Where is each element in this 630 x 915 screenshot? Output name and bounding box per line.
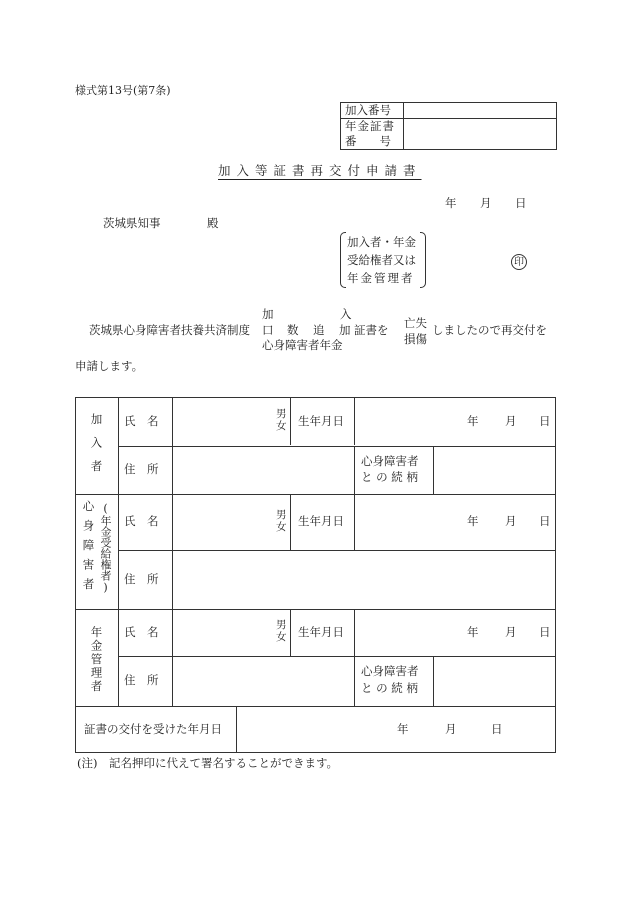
enrollee-dob-year: 年 [467, 414, 479, 428]
enrollee-relation-field[interactable] [434, 447, 555, 494]
enroll-no-label: 加入番号 [345, 103, 391, 117]
option-bottom: 心身障害者年金 [262, 338, 343, 352]
loss-option: 亡失 [404, 316, 427, 330]
footnote: (注) 記名押印に代えて署名することができます。 [77, 756, 339, 770]
body-line2: 申請します。 [75, 359, 144, 373]
issued-date-field[interactable] [237, 707, 555, 752]
enrollee-dob-day: 日 [539, 414, 551, 428]
applicant-line3: 年金管理者 [347, 271, 415, 285]
section-pension-manager: 年金管理者 [89, 626, 104, 694]
disabled-name-field[interactable] [173, 495, 289, 550]
pension-cert-label-2: 番 号 [345, 134, 391, 148]
option-top-2: 入 [340, 307, 352, 321]
section-disabled-sub: (年金受給権者) [99, 502, 112, 594]
manager-relation-label-2: と の 続 柄 [361, 681, 418, 695]
issued-date-label: 証書の交付を受けた年月日 [84, 722, 222, 736]
applicant-line1: 加入者・年金 [347, 235, 416, 249]
disabled-dob-day: 日 [539, 514, 551, 528]
body-tail: しましたので再交付を [432, 323, 547, 337]
addressee-honorific: 殿 [207, 216, 219, 230]
date-year: 年 [445, 196, 457, 210]
enrollee-relation-label: 心身障害者 [361, 454, 419, 468]
disabled-sex-female[interactable]: 女 [276, 521, 287, 533]
manager-dob-year: 年 [467, 625, 479, 639]
enrollee-name-field[interactable] [173, 398, 289, 445]
page-title: 加入等証書再交付申請書 [218, 163, 422, 178]
manager-relation-field[interactable] [434, 657, 555, 706]
section-disabled: 心身障害者 [81, 500, 96, 598]
enroll-no-field[interactable] [404, 103, 556, 118]
enrollee-sex-male[interactable]: 男 [276, 408, 287, 420]
manager-address-field[interactable] [173, 657, 353, 706]
applicant-bracket-left [340, 232, 346, 288]
enrollee-sex-female[interactable]: 女 [276, 420, 287, 432]
manager-relation-label: 心身障害者 [361, 664, 419, 678]
manager-dob-month: 月 [505, 625, 517, 639]
applicant-bracket-right [420, 232, 426, 288]
disabled-address-label: 住 所 [124, 572, 159, 586]
applicant-line2: 受給権者又は [347, 253, 416, 267]
issued-year: 年 [397, 722, 409, 736]
manager-sex-female[interactable]: 女 [276, 631, 287, 643]
disabled-dob-year: 年 [467, 514, 479, 528]
manager-name-field[interactable] [173, 610, 289, 656]
disabled-address-field[interactable] [173, 551, 555, 609]
option-mid-4: 加 [339, 323, 351, 337]
date-day: 日 [515, 196, 527, 210]
enrollee-address-label: 住 所 [124, 462, 159, 476]
enrollee-relation-label-2: と の 続 柄 [361, 470, 418, 484]
manager-dob-day: 日 [539, 625, 551, 639]
section-enrollee: 加入者 [89, 413, 104, 484]
enrollee-name-label: 氏 名 [124, 414, 159, 428]
manager-name-label: 氏 名 [124, 625, 159, 639]
pension-cert-label: 年金証書 [345, 119, 395, 133]
addressee-name: 茨城県知事 [103, 216, 161, 230]
option-mid-3: 追 [313, 323, 325, 337]
manager-sex-male[interactable]: 男 [276, 619, 287, 631]
manager-address-label: 住 所 [124, 673, 159, 687]
disabled-dob-label: 生年月日 [298, 514, 344, 528]
pension-cert-field[interactable] [404, 119, 556, 149]
seal-icon: 印 [511, 254, 527, 270]
enrollee-dob-month: 月 [505, 414, 517, 428]
option-mid-2: 数 [287, 323, 299, 337]
manager-dob-label: 生年月日 [298, 625, 344, 639]
issued-day: 日 [491, 722, 503, 736]
form-number: 様式第13号(第7条) [75, 84, 171, 97]
disabled-name-label: 氏 名 [124, 514, 159, 528]
damage-option: 損傷 [404, 332, 427, 346]
enrollee-address-field[interactable] [173, 447, 353, 494]
issued-month: 月 [445, 722, 457, 736]
system-name: 茨城県心身障害者扶養共済制度 [89, 323, 250, 337]
disabled-sex-male[interactable]: 男 [276, 509, 287, 521]
disabled-dob-month: 月 [505, 514, 517, 528]
enrollee-dob-label: 生年月日 [298, 414, 344, 428]
option-top-1: 加 [262, 307, 274, 321]
cert-text: 証書を [354, 323, 389, 337]
date-month: 月 [480, 196, 492, 210]
option-mid-1: 口 [262, 323, 274, 337]
